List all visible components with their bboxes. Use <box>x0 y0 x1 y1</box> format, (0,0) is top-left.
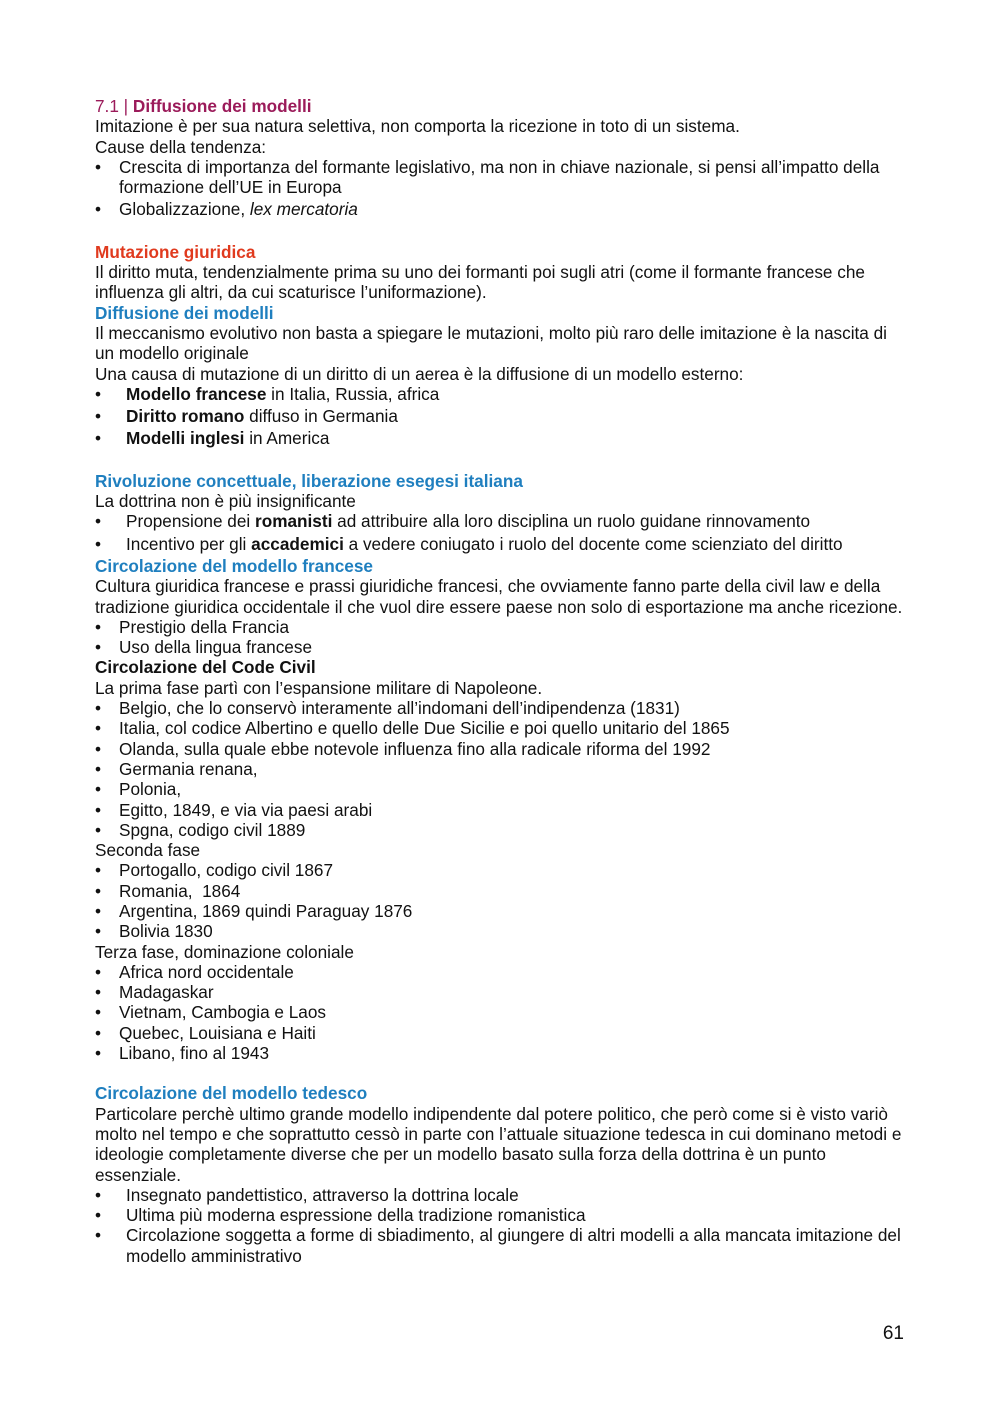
list-item: • Diritto romano diffuso in Germania <box>95 406 398 427</box>
bullet-list <box>95 511 910 554</box>
section-number: 7.1 | <box>95 96 129 116</box>
paragraph: Il diritto muta, tendenzialmente prima su uno dei formanti poi sugli atri (come il formante francese che influenza gli altri, da cui scaturisce l’uniformazione). <box>95 262 865 303</box>
bullet-icon: • <box>95 156 102 177</box>
list-item: • Globalizzazione, lex mercatoria <box>95 199 358 220</box>
bullet-icon: • <box>95 637 102 658</box>
list-item: • Prestigio della Francia <box>95 616 290 637</box>
list-item: • Spgna, codigo civil 1889 <box>95 819 306 840</box>
subheading-rivoluzione: Rivoluzione concettuale, liberazione esegesi italiana <box>95 470 523 491</box>
bullet-list <box>95 962 910 1063</box>
bullet-icon: • <box>95 1184 102 1205</box>
paragraph: La dottrina non è più insignificante <box>95 491 356 512</box>
bullet-icon: • <box>95 1205 102 1226</box>
paragraph: La prima fase partì con l’espansione militare di Napoleone. <box>95 677 543 698</box>
bullet-icon: • <box>95 961 102 982</box>
paragraph: Una causa di mutazione di un diritto di un aerea è la diffusione di un modello esterno: <box>95 363 744 384</box>
section-title: Diffusione dei modelli <box>132 96 312 116</box>
bullet-icon: • <box>95 616 102 637</box>
section-heading <box>95 96 910 116</box>
bullet-icon: • <box>95 1002 102 1023</box>
bullet-icon: • <box>95 738 102 759</box>
bullet-list <box>95 617 910 658</box>
paragraph: Seconda fase <box>95 840 201 861</box>
bullet-icon: • <box>95 533 102 554</box>
list-item: • Africa nord occidentale <box>95 961 294 982</box>
bullet-list <box>95 698 910 840</box>
bullet-icon: • <box>95 779 102 800</box>
bullet-icon: • <box>95 982 102 1003</box>
bullet-icon: • <box>95 880 102 901</box>
list-item: • Olanda, sulla quale ebbe notevole influenza fino alla radicale riforma del 1992 <box>95 738 711 759</box>
bullet-icon: • <box>95 758 102 779</box>
list-item: • Insegnato pandettistico, attraverso la dottrina locale <box>95 1184 519 1205</box>
list-item: • Crescita di importanza del formante legislativo, ma non in chiave nazionale, si pensi all’impatto della formazione dell’UE in Europa <box>95 156 880 198</box>
paragraph: Terza fase, dominazione coloniale <box>95 941 354 962</box>
list-item: • Libano, fino al 1943 <box>95 1043 270 1064</box>
list-item: • Italia, col codice Albertino e quello delle Due Sicilie e poi quello unitario del 1865 <box>95 718 730 739</box>
page-content <box>95 96 910 1266</box>
bullet-icon: • <box>95 819 102 840</box>
list-item: • Belgio, che lo conservò interamente all’indomani dell’indipendenza (1831) <box>95 698 680 719</box>
list-item: • Egitto, 1849, e via via paesi arabi <box>95 799 373 820</box>
paragraph: Particolare perchè ultimo grande modello indipendente dal potere politico, che però come si è visto variò molto nel tempo e che soprattutto cessò in parte con l’attuale situazione tedesca in cui dominano metodi e ideologie completamente diverse che per un modello basato sulla forza della dottrina è un punto essenziale. <box>95 1103 902 1185</box>
subheading-code-civil: Circolazione del Code Civil <box>95 657 316 678</box>
list-item: • Ultima più moderna espressione della tradizione romanistica <box>95 1205 586 1226</box>
bullet-icon: • <box>95 406 102 427</box>
list-item: • Uso della lingua francese <box>95 637 312 658</box>
list-item: • Romania, 1864 <box>95 880 241 901</box>
paragraph: Cultura giuridica francese e prassi giuridiche francesi, che ovviamente fanno parte della civil law e della tradizione giuridica occidentale il che vuol dire essere paese non solo di esportazione ma anche ricezione. <box>95 576 903 617</box>
bullet-icon: • <box>95 1043 102 1064</box>
list-item: • Madagaskar <box>95 982 214 1003</box>
list-item: • Modelli inglesi in America <box>95 428 330 449</box>
bullet-list <box>95 157 910 220</box>
list-item: • Modello francese in Italia, Russia, africa <box>95 383 440 404</box>
bullet-icon: • <box>95 698 102 719</box>
list-item: • Portogallo, codigo civil 1867 <box>95 860 334 881</box>
page-number: 61 <box>882 1323 904 1344</box>
list-item: • Incentivo per gli accademici a vedere coniugato i ruolo del docente come scienziato del diritto <box>95 533 843 554</box>
bullet-icon: • <box>95 860 102 881</box>
bullet-list <box>95 384 910 449</box>
bullet-icon: • <box>95 199 102 220</box>
list-item: • Polonia, <box>95 779 182 800</box>
list-item: • Argentina, 1869 quindi Paraguay 1876 <box>95 900 413 921</box>
bullet-list <box>95 860 910 941</box>
bullet-icon: • <box>95 921 102 942</box>
paragraph: Cause della tendenza: <box>95 136 267 157</box>
list-item: • Propensione dei romanisti ad attribuire alla loro disciplina un ruolo guidane rinnovamento <box>95 511 811 532</box>
list-item: • Germania renana, <box>95 758 258 779</box>
bullet-icon: • <box>95 428 102 449</box>
subheading-tedesco: Circolazione del modello tedesco <box>95 1083 368 1104</box>
bullet-icon: • <box>95 511 102 532</box>
list-item: • Bolivia 1830 <box>95 921 213 942</box>
subheading-diffusione: Diffusione dei modelli <box>95 302 274 323</box>
bullet-list <box>95 1185 910 1266</box>
paragraph: Il meccanismo evolutivo non basta a spiegare le mutazioni, molto più raro delle imitazione è la nascita di un modello originale <box>95 322 887 364</box>
bullet-icon: • <box>95 718 102 739</box>
list-item: • Quebec, Louisiana e Haiti <box>95 1022 316 1043</box>
bullet-icon: • <box>95 799 102 820</box>
bullet-icon: • <box>95 900 102 921</box>
list-item: • Vietnam, Cambogia e Laos <box>95 1002 327 1023</box>
bullet-icon: • <box>95 1225 102 1246</box>
bullet-icon: • <box>95 383 102 404</box>
subheading-francese: Circolazione del modello francese <box>95 555 373 576</box>
paragraph: Imitazione è per sua natura selettiva, non comporta la ricezione in toto di un sistema. <box>95 116 740 137</box>
subheading-mutazione: Mutazione giuridica <box>95 241 256 262</box>
list-item: • Circolazione soggetta a forme di sbiadimento, al giungere di altri modelli a alla mancata imitazione del modello amministrativo <box>95 1225 901 1266</box>
bullet-icon: • <box>95 1022 102 1043</box>
